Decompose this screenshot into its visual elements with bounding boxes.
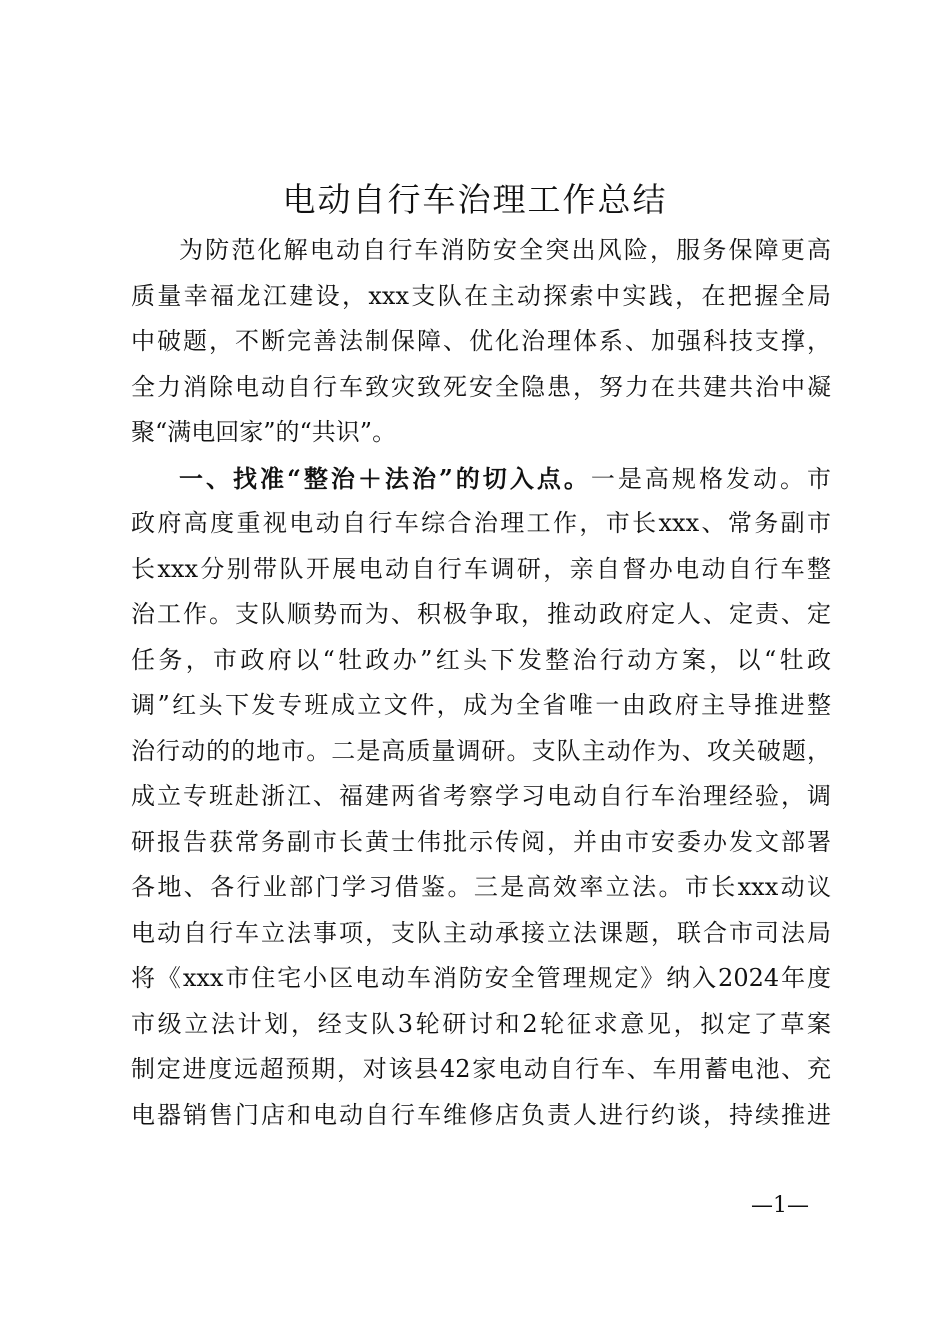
paragraph-line: 质量幸福龙江建设，xxx支队在主动探索中实践，在把握全局: [131, 281, 831, 310]
paragraph-line: 全力消除电动自行车致灾致死安全隐患，努力在共建共治中凝: [131, 372, 831, 401]
paragraph-line: 将《xxx市住宅小区电动车消防安全管理规定》纳入2024年度: [131, 964, 831, 992]
paragraph-line: 电器销售门店和电动自行车维修店负责人进行约谈，持续推进: [131, 1100, 831, 1129]
paragraph-line: 任务，市政府以“牡政办”红头下发整治行动方案，以“牡政: [131, 645, 831, 674]
document-body: [131, 228, 831, 1138]
paragraph-line: 市级立法计划，经支队3轮研讨和2轮征求意见，拟定了草案: [131, 1009, 831, 1038]
paragraph-line: 中破题，不断完善法制保障、优化治理体系、加强科技支撑，: [131, 327, 831, 355]
paragraph-line: 政府高度重视电动自行车综合治理工作，市长xxx、常务副市: [131, 509, 831, 537]
paragraph-line: 为防范化解电动自行车消防安全突出风险，服务保障更高: [179, 236, 831, 264]
section-first-line-text: 一是高规格发动。市: [590, 464, 832, 493]
page-number: —1—: [751, 1193, 809, 1218]
section-heading-line: [131, 456, 831, 502]
paragraph-line: 治工作。支队顺势而为、积极争取，推动政府定人、定责、定: [131, 600, 831, 628]
paragraph-line: 电动自行车立法事项，支队主动承接立法课题，联合市司法局: [131, 918, 831, 947]
paragraph-line: 制定进度远超预期，对该县42家电动自行车、车用蓄电池、充: [131, 1055, 831, 1083]
paragraph-line: 研报告获常务副市长黄士伟批示传阅，并由市安委办发文部署: [131, 827, 831, 856]
document-title: 电动自行车治理工作总结: [282, 180, 668, 219]
paragraph-line: 长xxx分别带队开展电动自行车调研，亲自督办电动自行车整: [131, 554, 831, 583]
section-heading: 一、找准“整治＋法治”的切入点。: [179, 463, 591, 493]
paragraph-line: 聚“满电回家”的“共识”。: [131, 418, 397, 446]
paragraph-line: 成立专班赴浙江、福建两省考察学习电动自行车治理经验，调: [131, 782, 831, 810]
paragraph-line: 调”红头下发专班成立文件，成为全省唯一由政府主导推进整: [131, 691, 831, 719]
paragraph-line: 治行动的的地市。二是高质量调研。支队主动作为、攻关破题，: [131, 736, 831, 765]
paragraph-line: 各地、各行业部门学习借鉴。三是高效率立法。市长xxx动议: [131, 873, 831, 901]
